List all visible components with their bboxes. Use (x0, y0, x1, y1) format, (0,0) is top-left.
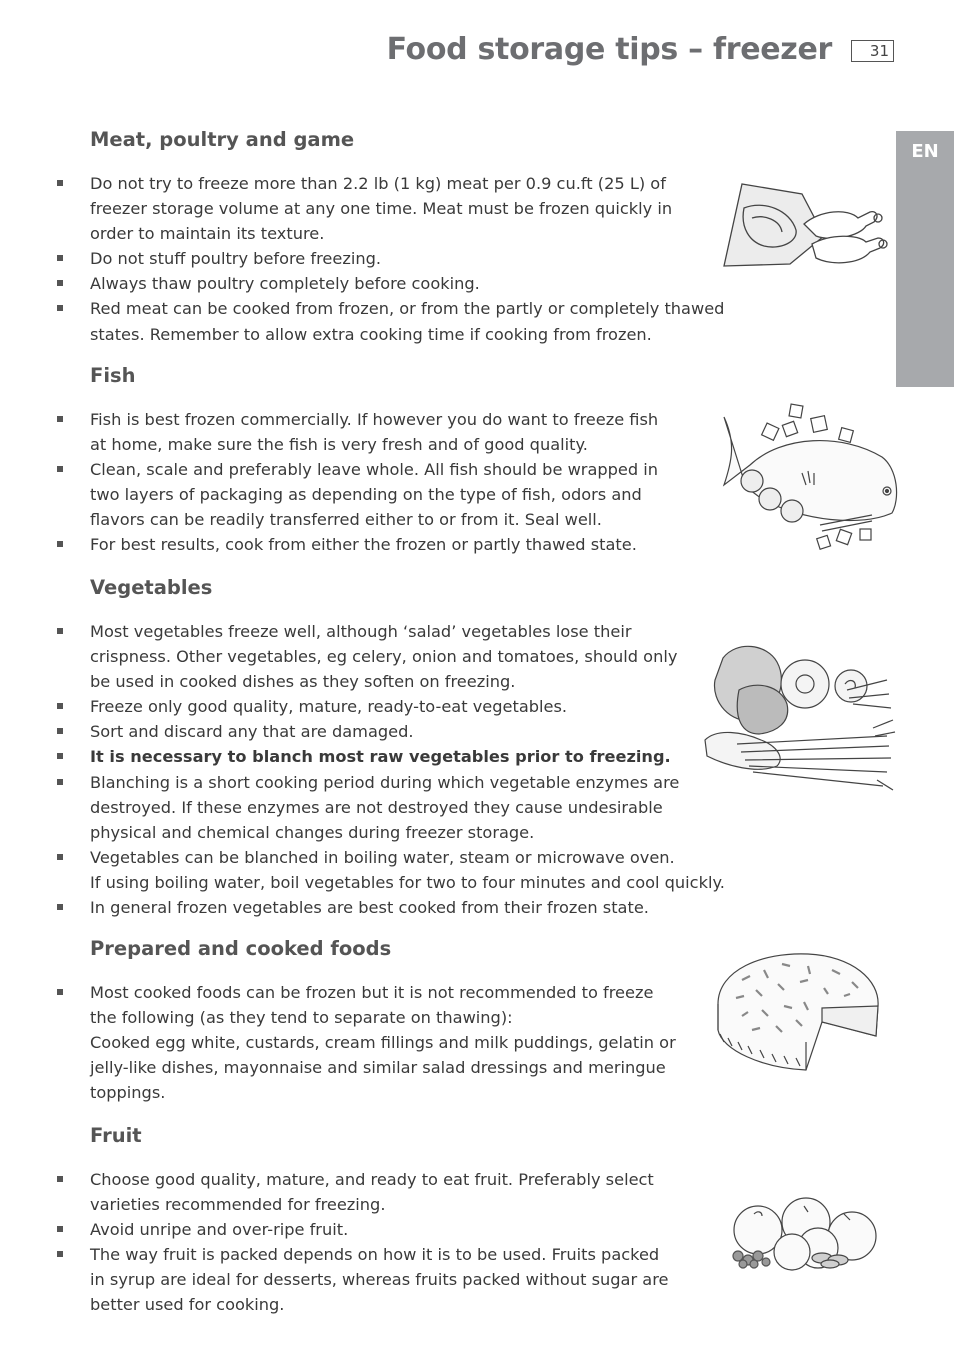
list-item: Most cooked foods can be frozen but it is not recommended to freeze the following (as they tend to separate on thawing): Cooked egg white, custards, cream fillings and milk puddings, gelatin or jelly-like dishes, mayonnaise and similar salad dressings and meringue toppings. (0, 980, 954, 1105)
bullet-icon (57, 541, 63, 547)
list-item: Blanching is a short cooking period during which vegetable enzymes are destroyed. If these enzymes are not destroyed they cause undesirable physical and chemical changes during freezer storage. (0, 770, 954, 845)
list-item: Red meat can be cooked from frozen, or from the partly or completely thawed states. Remember to allow extra cooking time if cooking from frozen. (0, 296, 954, 346)
list-item: Do not try to freeze more than 2.2 lb (1 kg) meat per 0.9 cu.ft (25 L) of freezer storage volume at any one time. Meat must be frozen quickly in order to maintain its texture. (0, 171, 954, 246)
bullet-icon (57, 989, 63, 995)
list-item: Sort and discard any that are damaged. (0, 719, 954, 744)
list-item: Freeze only good quality, mature, ready-to-eat vegetables. (0, 694, 954, 719)
section-heading: Meat, poultry and game (90, 128, 355, 151)
bullet-icon (57, 1251, 63, 1257)
bullet-icon (57, 703, 63, 709)
fish-illustration (722, 403, 902, 558)
bullet-icon (57, 466, 63, 472)
vegetables-illustration (697, 640, 897, 792)
bullet-icon (57, 728, 63, 734)
list-item: Do not stuff poultry before freezing. (0, 246, 954, 271)
list-item: The way fruit is packed depends on how it is to be used. Fruits packed in syrup are ideal for desserts, whereas fruits packed without sugar are better used for cooking. (0, 1242, 954, 1317)
bullet-icon (57, 305, 63, 311)
bullet-icon (57, 753, 63, 759)
list-item-emphasis: It is necessary to blanch most raw vegetables prior to freezing. (0, 744, 954, 769)
bullet-icon (57, 280, 63, 286)
list-item: Most vegetables freeze well, although ‘salad’ vegetables lose their crispness. Other vegetables, eg celery, onion and tomatoes, should only be used in cooked dishes as they soften on freezing. (0, 619, 954, 694)
language-tab: EN (896, 131, 954, 387)
bullet-icon (57, 416, 63, 422)
bullet-icon (57, 1226, 63, 1232)
meat-poultry-illustration (720, 180, 890, 272)
bullet-icon (57, 779, 63, 785)
quiche-illustration (712, 950, 884, 1074)
bullet-icon (57, 255, 63, 261)
page-title: Food storage tips – freezer (386, 32, 832, 67)
list-item: Fish is best frozen commercially. If however you do want to freeze fish at home, make sure the fish is very fresh and of good quality. (0, 407, 954, 457)
bullet-icon (57, 628, 63, 634)
fruit-illustration (718, 1196, 880, 1272)
section-heading: Fish (90, 364, 136, 387)
list-item: Always thaw poultry completely before cooking. (0, 271, 954, 296)
section-heading: Fruit (90, 1124, 142, 1147)
list-item: Avoid unripe and over-ripe fruit. (0, 1217, 954, 1242)
bullet-icon (57, 180, 63, 186)
list-item: For best results, cook from either the frozen or partly thawed state. (0, 532, 954, 557)
section-heading: Vegetables (90, 576, 213, 599)
bullet-icon (57, 854, 63, 860)
list-item: Choose good quality, mature, and ready to eat fruit. Preferably select varieties recommended for freezing. (0, 1167, 954, 1217)
page-number: 31 (851, 40, 894, 62)
list-item: Clean, scale and preferably leave whole. All fish should be wrapped in two layers of packaging as depending on the type of fish, odors and flavors can be readily transferred either to or from it. Seal well. (0, 457, 954, 532)
list-item: In general frozen vegetables are best cooked from their frozen state. (0, 895, 954, 920)
section-heading: Prepared and cooked foods (90, 937, 392, 960)
bullet-icon (57, 1176, 63, 1182)
bullet-icon (57, 904, 63, 910)
list-item: Vegetables can be blanched in boiling water, steam or microwave oven. If using boiling water, boil vegetables for two to four minutes and cool quickly. (0, 845, 954, 895)
